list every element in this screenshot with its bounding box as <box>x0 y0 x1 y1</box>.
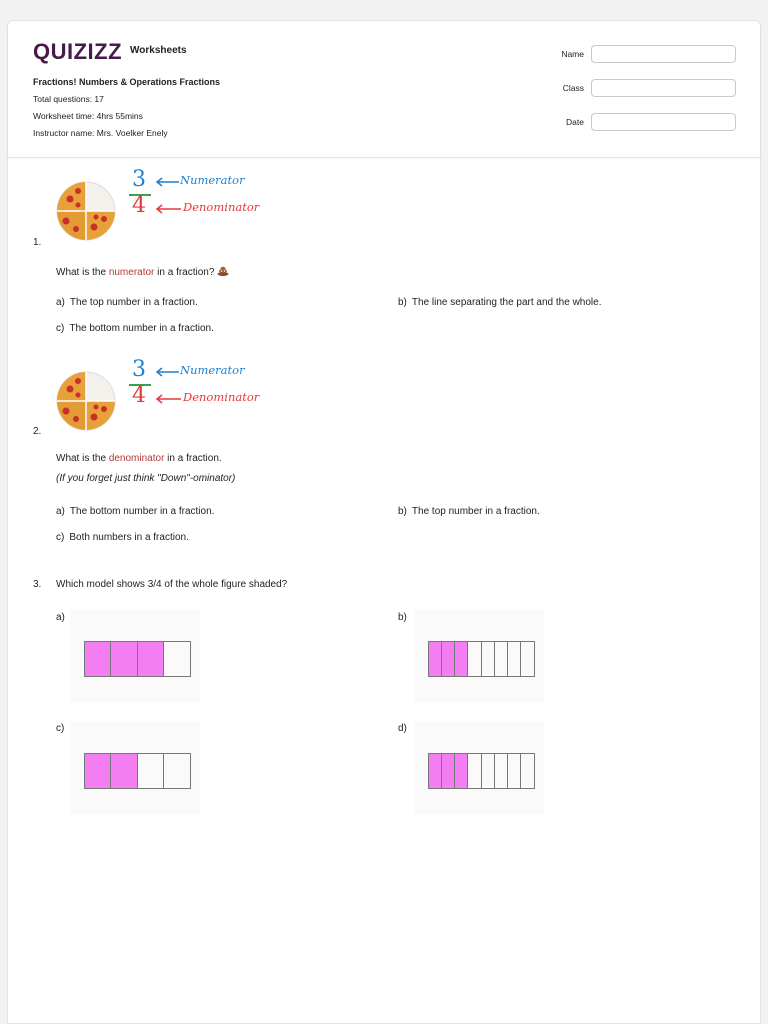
shaded-cell <box>111 754 137 788</box>
unshaded-cell <box>508 754 521 788</box>
denominator-label: Denominator <box>183 390 260 404</box>
shaded-cell <box>455 642 468 676</box>
question-text-part: What is the <box>56 267 109 278</box>
brand-name: QUIZIZZ <box>33 39 123 64</box>
question-text <box>56 265 229 278</box>
name-field[interactable] <box>591 45 736 63</box>
option-text: The top number in a fraction. <box>69 297 198 308</box>
question-number: 2. <box>33 426 42 437</box>
unshaded-cell <box>482 642 495 676</box>
answer-option-b[interactable] <box>414 609 544 703</box>
question-text <box>56 453 222 464</box>
answer-option-c[interactable] <box>56 323 214 334</box>
question-text-part: in a fraction. <box>164 453 222 464</box>
option-text: The bottom number in a fraction. <box>69 506 215 517</box>
unshaded-cell <box>495 642 508 676</box>
date-field[interactable] <box>591 113 736 131</box>
worksheet-time: Worksheet time: 4hrs 55mins <box>33 111 143 121</box>
total-questions: Total questions: 17 <box>33 94 104 104</box>
fraction-diagram-1 <box>56 167 266 248</box>
quizizz-logo <box>33 39 187 65</box>
numerator-label: Numerator <box>180 173 245 187</box>
option-text: The bottom number in a fraction. <box>69 323 214 334</box>
option-text: Both numbers in a fraction. <box>69 532 189 543</box>
unshaded-cell <box>495 754 508 788</box>
brand-sub: Worksheets <box>130 45 187 56</box>
option-letter: b) <box>398 297 407 308</box>
numerator-label: Numerator <box>180 363 245 377</box>
fraction-diagram-2 <box>56 357 266 438</box>
worksheet-meta <box>33 74 220 142</box>
unshaded-cell <box>521 754 534 788</box>
option-letter: a) <box>56 612 65 623</box>
pizza-icon <box>56 371 116 431</box>
answer-option-b[interactable] <box>398 506 540 517</box>
class-label: Class <box>562 83 584 93</box>
arrow-left-icon <box>154 204 182 214</box>
unshaded-cell <box>468 754 481 788</box>
answer-option-c[interactable] <box>70 721 200 815</box>
option-letter: a) <box>56 297 65 308</box>
unshaded-cell <box>138 754 164 788</box>
option-letter: b) <box>398 612 407 623</box>
option-letter: d) <box>398 723 407 734</box>
option-text: The top number in a fraction. <box>411 506 540 517</box>
answer-option-a[interactable] <box>56 506 214 517</box>
denominator-digit: 4 <box>132 193 146 218</box>
option-letter: c) <box>56 323 65 334</box>
unshaded-cell <box>164 754 190 788</box>
fraction-model <box>428 641 535 677</box>
shaded-cell <box>455 754 468 788</box>
option-text: The line separating the part and the whole. <box>411 297 602 308</box>
worksheet-page <box>7 20 761 1024</box>
question-text-part: What is the <box>56 453 109 464</box>
option-letter: b) <box>398 506 407 517</box>
unshaded-cell <box>508 642 521 676</box>
denominator-digit: 4 <box>132 383 146 408</box>
worksheet-header <box>8 21 760 158</box>
question-text-part: in a fraction? <box>154 267 218 278</box>
shaded-cell <box>429 754 442 788</box>
fraction-model <box>84 753 191 789</box>
pizza-icon <box>56 181 116 241</box>
answer-option-a[interactable] <box>56 297 198 308</box>
shaded-cell <box>442 754 455 788</box>
numerator-digit: 3 <box>132 167 146 192</box>
unshaded-cell <box>468 642 481 676</box>
class-field[interactable] <box>591 79 736 97</box>
name-label: Name <box>561 49 584 59</box>
shaded-cell <box>442 642 455 676</box>
instructor-name: Instructor name: Mrs. Voelker Enely <box>33 128 168 138</box>
worksheet-title: Fractions! Numbers & Operations Fractions <box>33 77 221 87</box>
option-letter: a) <box>56 506 65 517</box>
unshaded-cell <box>521 642 534 676</box>
shaded-cell <box>138 642 164 676</box>
shaded-cell <box>111 642 137 676</box>
question-hint: (If you forget just think "Down"-ominator) <box>56 473 236 484</box>
unshaded-cell <box>164 642 190 676</box>
arrow-left-icon <box>154 367 180 377</box>
denominator-label: Denominator <box>183 200 260 214</box>
answer-option-d[interactable] <box>414 721 544 815</box>
date-label: Date <box>566 117 584 127</box>
question-number: 1. <box>33 237 42 248</box>
shaded-cell <box>85 754 111 788</box>
option-letter: c) <box>56 532 65 543</box>
question-text: Which model shows 3/4 of the whole figure shaded? <box>56 579 288 590</box>
arrow-left-icon <box>154 394 182 404</box>
fraction-model <box>84 641 191 677</box>
numerator-digit: 3 <box>132 357 146 382</box>
question-highlight: numerator <box>108 267 155 278</box>
shaded-cell <box>85 642 111 676</box>
shaded-cell <box>429 642 442 676</box>
answer-option-b[interactable] <box>398 297 601 308</box>
arrow-left-icon <box>154 177 180 187</box>
unshaded-cell <box>482 754 495 788</box>
answer-option-a[interactable] <box>70 609 200 703</box>
question-highlight: denominator <box>108 453 165 464</box>
poop-emoji-icon <box>217 265 229 276</box>
option-letter: c) <box>56 723 65 734</box>
question-number: 3. <box>33 579 42 590</box>
answer-option-c[interactable] <box>56 532 189 543</box>
fraction-model <box>428 753 535 789</box>
